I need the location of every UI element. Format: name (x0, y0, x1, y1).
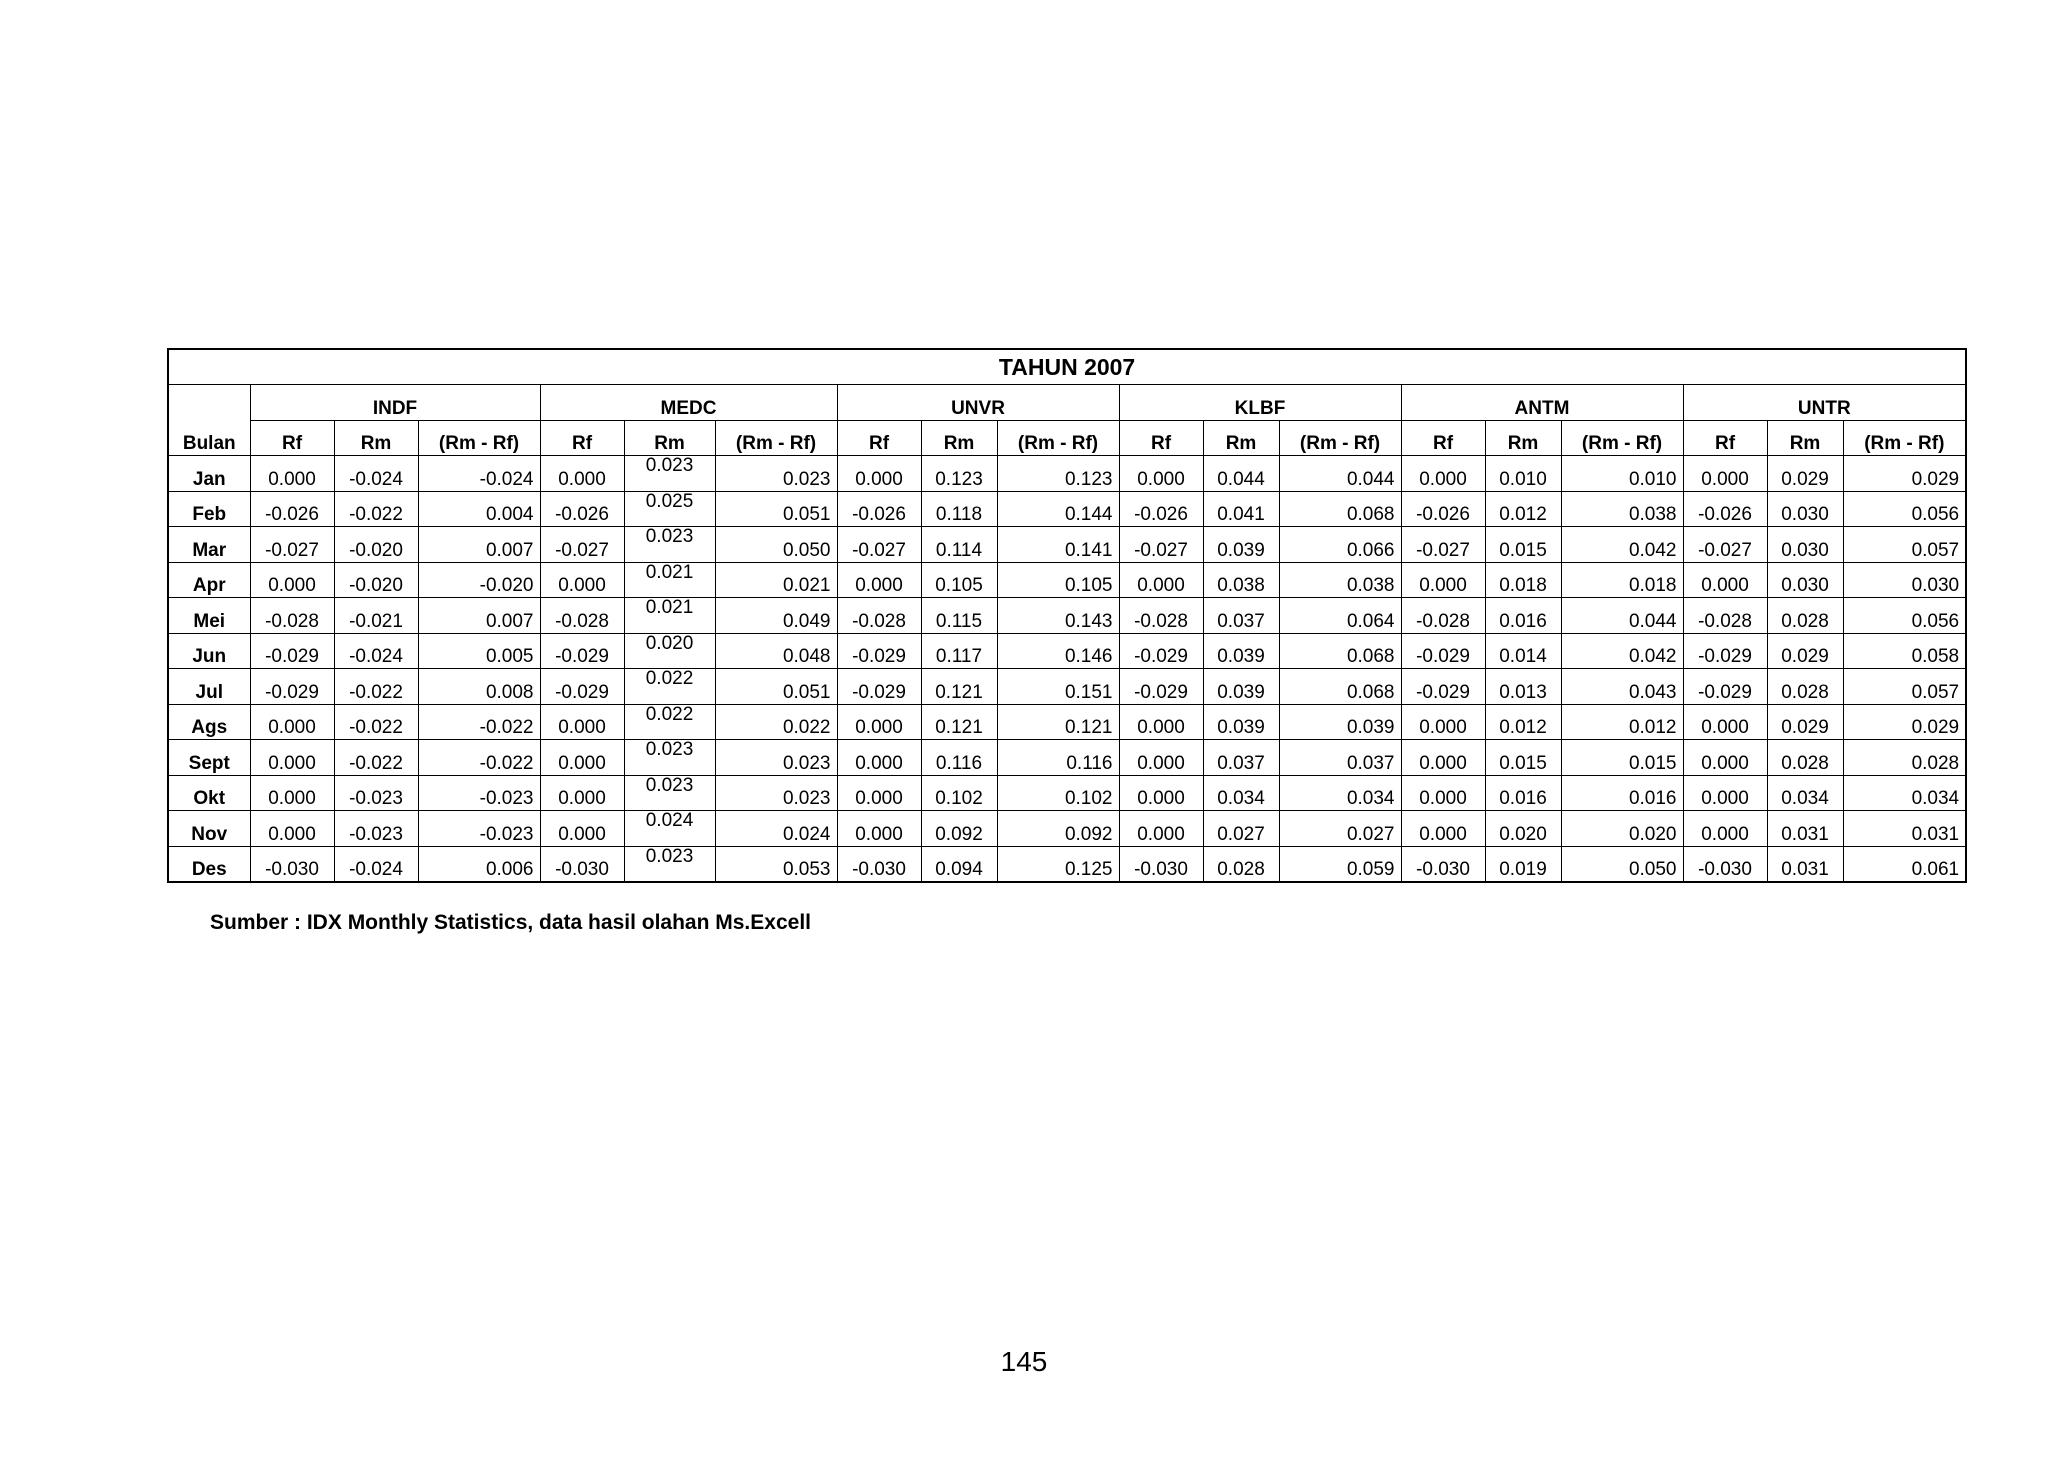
value-cell: 0.039 (1203, 704, 1279, 740)
value-cell: 0.031 (1843, 811, 1966, 847)
value-cell: -0.029 (1401, 669, 1485, 705)
value-cell: 0.020 (624, 633, 715, 669)
month-cell: Ags (168, 704, 250, 740)
value-cell: 0.037 (1203, 740, 1279, 776)
value-cell: -0.027 (1401, 527, 1485, 563)
value-cell: -0.026 (837, 491, 921, 527)
value-cell: -0.028 (250, 598, 334, 634)
value-cell: 0.031 (1767, 811, 1843, 847)
value-cell: -0.030 (540, 846, 624, 882)
value-cell: -0.026 (1119, 491, 1203, 527)
table-row (168, 811, 1966, 847)
value-cell: 0.053 (715, 846, 837, 882)
value-cell: 0.000 (837, 811, 921, 847)
value-cell: 0.016 (1485, 775, 1561, 811)
month-cell: Jan (168, 456, 250, 492)
value-cell: 0.007 (418, 598, 540, 634)
value-cell: -0.023 (418, 811, 540, 847)
page-number: 145 (1000, 1346, 1048, 1377)
month-cell: Mei (168, 598, 250, 634)
value-cell: 0.027 (1203, 811, 1279, 847)
source-note: Sumber : IDX Monthly Statistics, data hasil olahan Ms.Excell (210, 911, 811, 934)
value-cell: 0.022 (624, 704, 715, 740)
value-cell: 0.029 (1767, 456, 1843, 492)
value-cell: 0.030 (1767, 527, 1843, 563)
value-cell: 0.044 (1561, 598, 1683, 634)
month-header: Bulan (168, 385, 250, 456)
value-cell: -0.029 (1683, 669, 1767, 705)
value-cell: 0.064 (1279, 598, 1401, 634)
value-cell: 0.042 (1561, 633, 1683, 669)
value-cell: -0.026 (540, 491, 624, 527)
table-title: TAHUN 2007 (168, 349, 1966, 385)
value-cell: 0.059 (1279, 846, 1401, 882)
value-cell: 0.015 (1561, 740, 1683, 776)
sub-header: Rm (1767, 420, 1843, 456)
value-cell: 0.028 (1767, 598, 1843, 634)
value-cell: 0.118 (921, 491, 997, 527)
value-cell: -0.029 (1683, 633, 1767, 669)
value-cell: -0.028 (540, 598, 624, 634)
value-cell: 0.000 (837, 456, 921, 492)
value-cell: 0.012 (1485, 704, 1561, 740)
value-cell: 0.000 (1683, 704, 1767, 740)
table-row (168, 456, 1966, 492)
value-cell: 0.000 (1683, 775, 1767, 811)
value-cell: 0.000 (250, 740, 334, 776)
month-cell: Jun (168, 633, 250, 669)
value-cell: 0.051 (715, 669, 837, 705)
value-cell: -0.030 (1401, 846, 1485, 882)
value-cell: 0.000 (1683, 456, 1767, 492)
value-cell: 0.018 (1485, 562, 1561, 598)
value-cell: 0.000 (540, 704, 624, 740)
value-cell: -0.022 (418, 740, 540, 776)
value-cell: -0.027 (837, 527, 921, 563)
value-cell: 0.000 (1119, 775, 1203, 811)
value-cell: 0.019 (1485, 846, 1561, 882)
table-row (168, 491, 1966, 527)
value-cell: 0.021 (715, 562, 837, 598)
value-cell: 0.123 (921, 456, 997, 492)
value-cell: 0.015 (1485, 527, 1561, 563)
value-cell: 0.021 (624, 598, 715, 634)
value-cell: -0.029 (540, 633, 624, 669)
table-row (168, 562, 1966, 598)
value-cell: 0.034 (1843, 775, 1966, 811)
value-cell: 0.000 (1119, 811, 1203, 847)
value-cell: -0.022 (334, 669, 418, 705)
value-cell: -0.027 (1683, 527, 1767, 563)
value-cell: 0.000 (1119, 740, 1203, 776)
stock-header: ANTM (1401, 385, 1683, 421)
value-cell: 0.105 (997, 562, 1119, 598)
value-cell: 0.039 (1279, 704, 1401, 740)
value-cell: -0.020 (418, 562, 540, 598)
value-cell: 0.056 (1843, 491, 1966, 527)
table-row (168, 704, 1966, 740)
value-cell: 0.000 (1683, 562, 1767, 598)
value-cell: -0.024 (334, 456, 418, 492)
value-cell: 0.034 (1203, 775, 1279, 811)
value-cell: 0.125 (997, 846, 1119, 882)
value-cell: 0.114 (921, 527, 997, 563)
value-cell: -0.028 (837, 598, 921, 634)
value-cell: 0.028 (1843, 740, 1966, 776)
value-cell: -0.027 (540, 527, 624, 563)
value-cell: -0.028 (1683, 598, 1767, 634)
value-cell: 0.039 (1203, 669, 1279, 705)
value-cell: -0.028 (1119, 598, 1203, 634)
value-cell: 0.051 (715, 491, 837, 527)
value-cell: 0.039 (1203, 633, 1279, 669)
value-cell: 0.000 (1401, 456, 1485, 492)
value-cell: 0.121 (921, 669, 997, 705)
value-cell: 0.038 (1203, 562, 1279, 598)
value-cell: 0.144 (997, 491, 1119, 527)
value-cell: 0.068 (1279, 633, 1401, 669)
value-cell: 0.039 (1203, 527, 1279, 563)
value-cell: -0.030 (837, 846, 921, 882)
value-cell: 0.018 (1561, 562, 1683, 598)
sub-header: Rf (250, 420, 334, 456)
stock-header: INDF (250, 385, 540, 421)
value-cell: 0.023 (624, 527, 715, 563)
table-row (168, 740, 1966, 776)
table-row (168, 633, 1966, 669)
value-cell: 0.116 (921, 740, 997, 776)
value-cell: 0.000 (540, 740, 624, 776)
month-cell: Jul (168, 669, 250, 705)
returns-table (167, 348, 1967, 883)
value-cell: 0.141 (997, 527, 1119, 563)
value-cell: 0.000 (1401, 811, 1485, 847)
value-cell: -0.023 (334, 811, 418, 847)
value-cell: 0.066 (1279, 527, 1401, 563)
value-cell: 0.007 (418, 527, 540, 563)
value-cell: 0.058 (1843, 633, 1966, 669)
value-cell: 0.092 (997, 811, 1119, 847)
value-cell: -0.029 (837, 669, 921, 705)
table-body (168, 456, 1966, 883)
value-cell: 0.038 (1279, 562, 1401, 598)
month-cell: Nov (168, 811, 250, 847)
stock-header: MEDC (540, 385, 837, 421)
value-cell: -0.029 (1401, 633, 1485, 669)
sub-header: (Rm - Rf) (997, 420, 1119, 456)
value-cell: -0.020 (334, 527, 418, 563)
value-cell: -0.027 (1119, 527, 1203, 563)
value-cell: 0.143 (997, 598, 1119, 634)
value-cell: 0.102 (997, 775, 1119, 811)
value-cell: 0.000 (1119, 562, 1203, 598)
month-cell: Mar (168, 527, 250, 563)
value-cell: 0.000 (250, 562, 334, 598)
value-cell: 0.005 (418, 633, 540, 669)
sub-header: Rm (1485, 420, 1561, 456)
value-cell: 0.050 (715, 527, 837, 563)
value-cell: -0.029 (250, 669, 334, 705)
sub-header: (Rm - Rf) (1561, 420, 1683, 456)
value-cell: 0.056 (1843, 598, 1966, 634)
value-cell: 0.028 (1767, 669, 1843, 705)
value-cell: 0.015 (1485, 740, 1561, 776)
value-cell: 0.000 (1401, 562, 1485, 598)
month-cell: Des (168, 846, 250, 882)
value-cell: -0.020 (334, 562, 418, 598)
table-row (168, 527, 1966, 563)
value-cell: -0.022 (334, 491, 418, 527)
sub-header: Rf (1119, 420, 1203, 456)
value-cell: 0.028 (1203, 846, 1279, 882)
value-cell: 0.057 (1843, 527, 1966, 563)
value-cell: 0.044 (1203, 456, 1279, 492)
value-cell: 0.022 (624, 669, 715, 705)
value-cell: 0.034 (1279, 775, 1401, 811)
value-cell: 0.014 (1485, 633, 1561, 669)
value-cell: 0.000 (540, 562, 624, 598)
table-row (168, 598, 1966, 634)
sub-header: Rm (921, 420, 997, 456)
value-cell: 0.000 (250, 704, 334, 740)
value-cell: 0.016 (1485, 598, 1561, 634)
value-cell: 0.068 (1279, 669, 1401, 705)
stock-header: KLBF (1119, 385, 1401, 421)
month-cell: Sept (168, 740, 250, 776)
value-cell: 0.049 (715, 598, 837, 634)
value-cell: 0.028 (1767, 740, 1843, 776)
value-cell: 0.048 (715, 633, 837, 669)
value-cell: 0.010 (1485, 456, 1561, 492)
value-cell: 0.021 (624, 562, 715, 598)
value-cell: 0.012 (1561, 704, 1683, 740)
value-cell: -0.029 (250, 633, 334, 669)
value-cell: 0.023 (624, 456, 715, 492)
value-cell: -0.027 (250, 527, 334, 563)
value-cell: 0.102 (921, 775, 997, 811)
month-cell: Okt (168, 775, 250, 811)
value-cell: -0.030 (1683, 846, 1767, 882)
value-cell: 0.030 (1767, 562, 1843, 598)
value-cell: 0.050 (1561, 846, 1683, 882)
value-cell: 0.012 (1485, 491, 1561, 527)
stock-header: UNTR (1683, 385, 1966, 421)
value-cell: 0.023 (624, 846, 715, 882)
value-cell: 0.024 (624, 811, 715, 847)
sub-header: (Rm - Rf) (1279, 420, 1401, 456)
value-cell: 0.044 (1279, 456, 1401, 492)
value-cell: 0.010 (1561, 456, 1683, 492)
sub-header: Rf (1401, 420, 1485, 456)
value-cell: 0.030 (1767, 491, 1843, 527)
sub-header: (Rm - Rf) (715, 420, 837, 456)
value-cell: 0.000 (1119, 704, 1203, 740)
value-cell: -0.028 (1401, 598, 1485, 634)
value-cell: -0.022 (334, 740, 418, 776)
value-cell: -0.024 (418, 456, 540, 492)
sub-header: Rm (334, 420, 418, 456)
value-cell: 0.041 (1203, 491, 1279, 527)
value-cell: -0.029 (540, 669, 624, 705)
value-cell: 0.000 (250, 811, 334, 847)
value-cell: 0.115 (921, 598, 997, 634)
stock-header-row (168, 385, 1966, 421)
sub-header: Rm (1203, 420, 1279, 456)
value-cell: 0.000 (1119, 456, 1203, 492)
value-cell: 0.020 (1485, 811, 1561, 847)
sub-header: Rm (624, 420, 715, 456)
value-cell: 0.061 (1843, 846, 1966, 882)
table-row (168, 775, 1966, 811)
value-cell: 0.057 (1843, 669, 1966, 705)
value-cell: 0.037 (1203, 598, 1279, 634)
value-cell: 0.027 (1279, 811, 1401, 847)
value-cell: 0.000 (540, 775, 624, 811)
sub-header: (Rm - Rf) (418, 420, 540, 456)
value-cell: 0.094 (921, 846, 997, 882)
value-cell: 0.000 (250, 456, 334, 492)
value-cell: -0.024 (334, 633, 418, 669)
value-cell: 0.024 (715, 811, 837, 847)
value-cell: 0.000 (1401, 704, 1485, 740)
value-cell: 0.030 (1843, 562, 1966, 598)
value-cell: 0.000 (250, 775, 334, 811)
value-cell: 0.123 (997, 456, 1119, 492)
value-cell: 0.038 (1561, 491, 1683, 527)
value-cell: 0.151 (997, 669, 1119, 705)
value-cell: 0.023 (624, 775, 715, 811)
value-cell: 0.000 (540, 811, 624, 847)
stock-header: UNVR (837, 385, 1119, 421)
value-cell: 0.023 (715, 740, 837, 776)
value-cell: -0.023 (418, 775, 540, 811)
value-cell: 0.105 (921, 562, 997, 598)
month-cell: Feb (168, 491, 250, 527)
value-cell: 0.037 (1279, 740, 1401, 776)
value-cell: -0.026 (1401, 491, 1485, 527)
value-cell: 0.092 (921, 811, 997, 847)
sub-header: Rf (540, 420, 624, 456)
value-cell: 0.006 (418, 846, 540, 882)
value-cell: 0.000 (540, 456, 624, 492)
value-cell: -0.030 (250, 846, 334, 882)
value-cell: 0.004 (418, 491, 540, 527)
value-cell: -0.029 (1119, 633, 1203, 669)
value-cell: 0.000 (1683, 811, 1767, 847)
value-cell: 0.023 (715, 456, 837, 492)
value-cell: 0.029 (1767, 633, 1843, 669)
value-cell: 0.034 (1767, 775, 1843, 811)
value-cell: 0.000 (837, 775, 921, 811)
value-cell: 0.023 (624, 740, 715, 776)
value-cell: -0.029 (1119, 669, 1203, 705)
value-cell: 0.029 (1843, 456, 1966, 492)
value-cell: -0.022 (334, 704, 418, 740)
sub-header: (Rm - Rf) (1843, 420, 1966, 456)
value-cell: 0.023 (715, 775, 837, 811)
value-cell: -0.029 (837, 633, 921, 669)
value-cell: 0.022 (715, 704, 837, 740)
value-cell: -0.026 (1683, 491, 1767, 527)
table-row (168, 669, 1966, 705)
value-cell: 0.000 (837, 704, 921, 740)
value-cell: 0.020 (1561, 811, 1683, 847)
value-cell: 0.000 (1401, 775, 1485, 811)
sub-header: Rf (837, 420, 921, 456)
value-cell: 0.121 (921, 704, 997, 740)
value-cell: 0.000 (1683, 740, 1767, 776)
value-cell: 0.117 (921, 633, 997, 669)
month-cell: Apr (168, 562, 250, 598)
table-row (168, 846, 1966, 882)
value-cell: 0.116 (997, 740, 1119, 776)
value-cell: 0.043 (1561, 669, 1683, 705)
sub-header-row (168, 420, 1966, 456)
value-cell: -0.023 (334, 775, 418, 811)
value-cell: 0.029 (1843, 704, 1966, 740)
value-cell: 0.121 (997, 704, 1119, 740)
sub-header: Rf (1683, 420, 1767, 456)
value-cell: 0.013 (1485, 669, 1561, 705)
value-cell: 0.000 (1401, 740, 1485, 776)
value-cell: 0.042 (1561, 527, 1683, 563)
value-cell: -0.022 (418, 704, 540, 740)
value-cell: 0.068 (1279, 491, 1401, 527)
value-cell: -0.030 (1119, 846, 1203, 882)
value-cell: -0.021 (334, 598, 418, 634)
value-cell: 0.146 (997, 633, 1119, 669)
value-cell: 0.029 (1767, 704, 1843, 740)
value-cell: 0.000 (837, 740, 921, 776)
value-cell: 0.008 (418, 669, 540, 705)
value-cell: -0.024 (334, 846, 418, 882)
value-cell: 0.031 (1767, 846, 1843, 882)
value-cell: -0.026 (250, 491, 334, 527)
value-cell: 0.025 (624, 491, 715, 527)
value-cell: 0.000 (837, 562, 921, 598)
value-cell: 0.016 (1561, 775, 1683, 811)
